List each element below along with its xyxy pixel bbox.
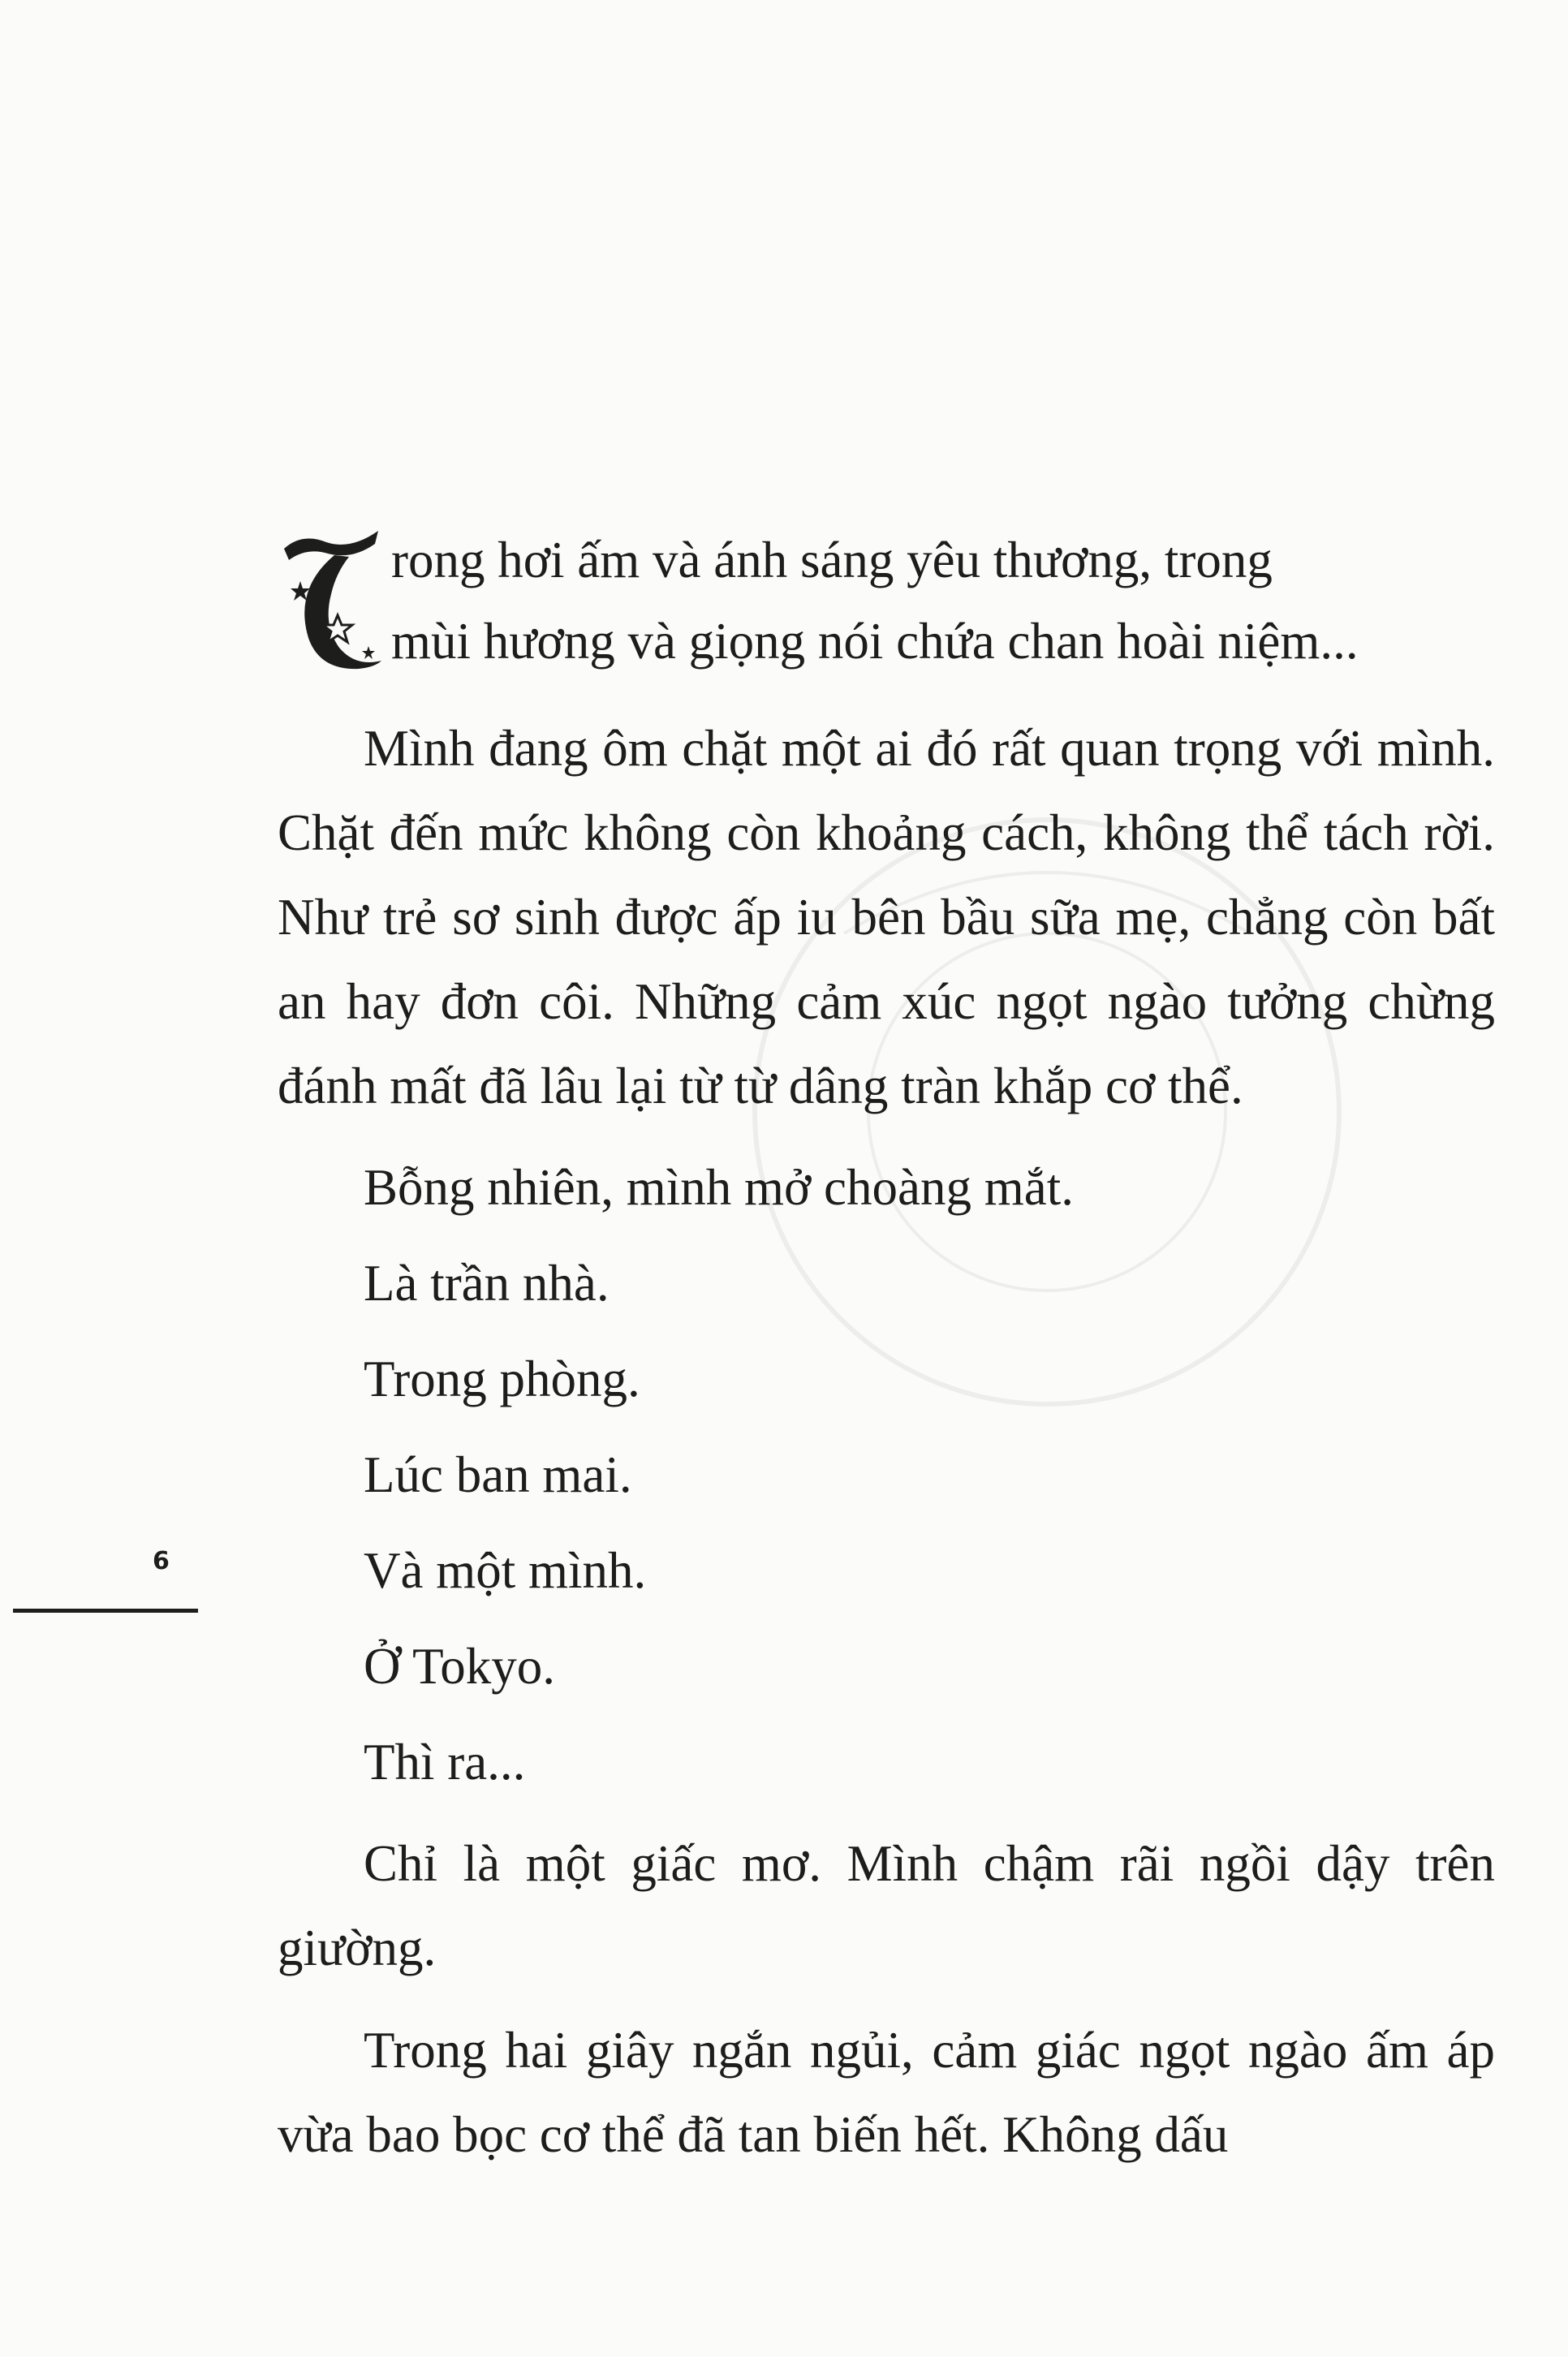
paragraph-7: Ở Tokyo.	[364, 1638, 555, 1695]
paragraph-5: Lúc ban mai.	[364, 1446, 632, 1503]
paragraph-6: Và một mình.	[364, 1542, 647, 1599]
paragraph-4: Trong phòng.	[364, 1351, 640, 1407]
paragraph-2: Bỗng nhiên, mình mở choàng mắt.	[364, 1159, 1074, 1216]
dropcap-ornament	[278, 524, 383, 679]
opening-paragraph	[278, 519, 1495, 682]
paragraph-3: Là trần nhà.	[364, 1255, 610, 1312]
opening-line-1: rong hơi ấm và ánh sáng yêu thương, trong	[391, 532, 1273, 588]
opening-line-2: mùi hương và giọng nói chứa chan hoài niệm...	[391, 613, 1359, 670]
dropcap-t-icon	[278, 524, 383, 679]
body-text	[278, 519, 1495, 2177]
page-number: 6	[153, 1547, 170, 1575]
paragraph-9: Chỉ là một giấc mơ. Mình chậm rãi ngồi dậy trên giường.	[278, 1835, 1495, 1976]
paragraph-8: Thì ra...	[364, 1734, 526, 1790]
paragraph-10: Trong hai giây ngắn ngủi, cảm giác ngọt ngào ấm áp vừa bao bọc cơ thể đã tan biến hết. Không dấu	[278, 2022, 1495, 2163]
paragraph-1: Mình đang ôm chặt một ai đó rất quan trọng với mình. Chặt đến mức không còn khoảng cách, không thể tách rời. Như trẻ sơ sinh được ấp iu bên bầu sữa mẹ, chẳng còn bất an hay đơn côi. Những cảm xúc ngọt ngào tưởng chừng đánh mất đã lâu lại từ từ dâng tràn khắp cơ thể.	[278, 720, 1495, 1114]
page-number-rule	[13, 1609, 198, 1613]
